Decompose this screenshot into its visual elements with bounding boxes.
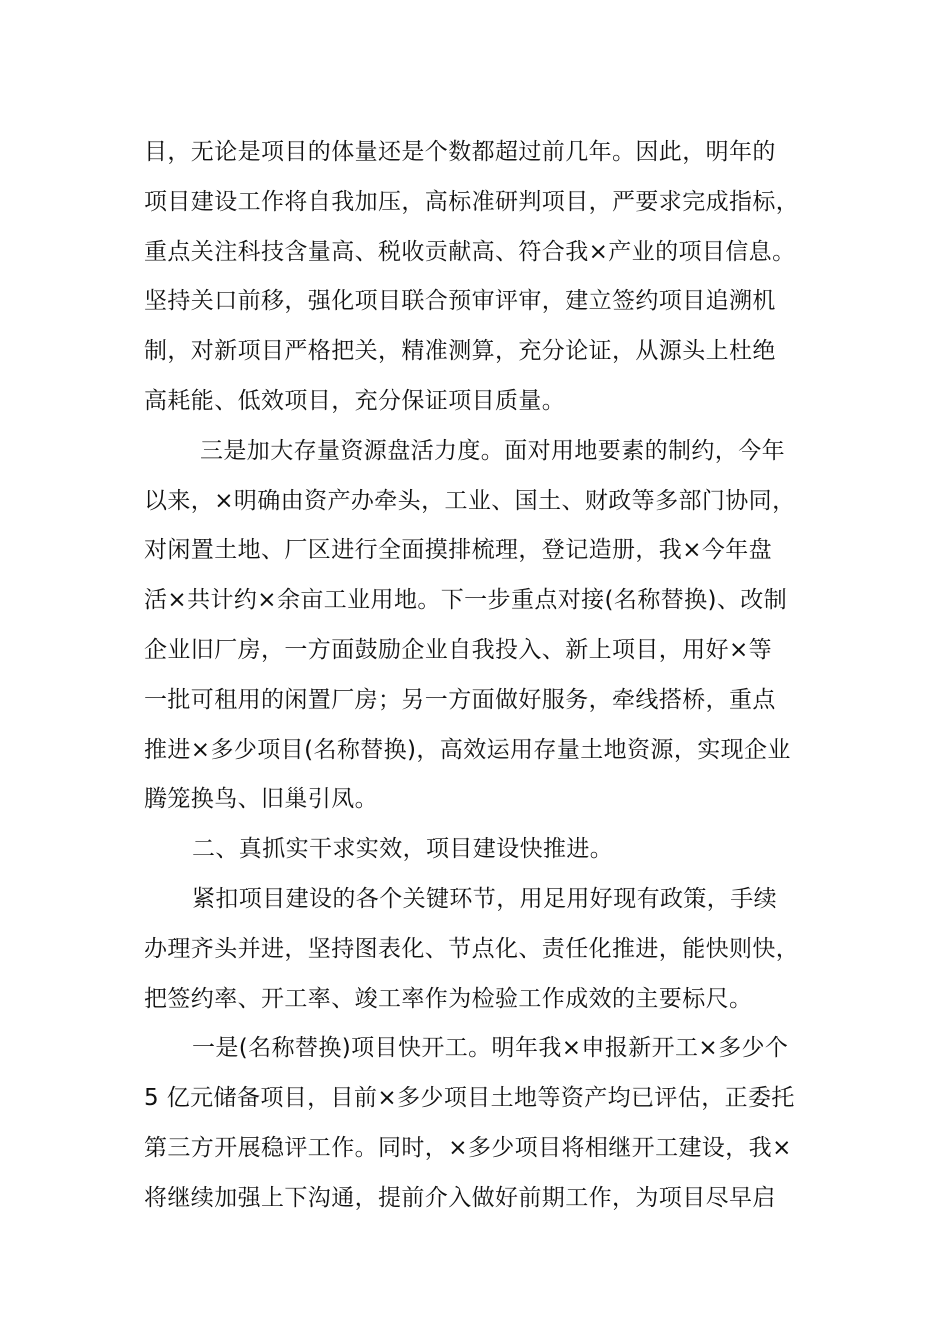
- paragraph-start-line: 紧扣项目建设的各个关键环节，用足用好现有政策，手续: [192, 885, 777, 912]
- text-line: 一批可租用的闲置厂房；另一方面做好服务，牵线搭桥，重点: [144, 686, 776, 713]
- text-line: 企业旧厂房，一方面鼓励企业自我投入、新上项目，用好×等: [144, 636, 773, 663]
- paragraph-start-line: 一是(名称替换)项目快开工。明年我×申报新开工×多少个: [192, 1035, 789, 1062]
- text-line: 坚持关口前移，强化项目联合预审评审，建立签约项目追溯机: [144, 288, 776, 315]
- text-line: 高耗能、低效项目，充分保证项目质量。: [144, 387, 566, 414]
- text-line: 对闲置土地、厂区进行全面摸排梳理，登记造册，我×今年盘: [144, 537, 773, 564]
- text-line: 将继续加强上下沟通，提前介入做好前期工作，为项目尽早启: [144, 1184, 776, 1211]
- text-line: 活×共计约×余亩工业用地。下一步重点对接(名称替换)、改制: [144, 587, 788, 614]
- text-line: 目，无论是项目的体量还是个数都超过前几年。因此，明年的: [144, 139, 776, 165]
- text-line: 腾笼换鸟、旧巢引凤。: [144, 786, 378, 813]
- section-heading: 二、真抓实干求实效，项目建设快推进。: [192, 836, 614, 863]
- text-line: 5 亿元储备项目，目前×多少项目土地等资产均已评估，正委托: [144, 1085, 795, 1112]
- text-line: 办理齐头并进，坚持图表化、节点化、责任化推进，能快则快，: [144, 935, 800, 962]
- paragraph-start-line: 三是加大存量资源盘活力度。面对用地要素的制约，今年: [200, 437, 785, 464]
- text-line: 第三方开展稳评工作。同时，×多少项目将相继开工建设，我×: [144, 1134, 792, 1161]
- text-line: 推进×多少项目(名称替换)，高效运用存量土地资源，实现企业: [144, 736, 791, 763]
- text-line: 以来，×明确由资产办牵头，工业、国土、财政等多部门协同，: [144, 487, 796, 514]
- text-line: 项目建设工作将自我加压，高标准研判项目，严要求完成指标，: [144, 188, 800, 215]
- text-line: 重点关注科技含量高、税收贡献高、符合我×产业的项目信息。: [144, 238, 796, 265]
- text-line: 制，对新项目严格把关，精准测算，充分论证，从源头上杜绝: [144, 338, 776, 365]
- document-body: [144, 128, 824, 1224]
- text-line: 把签约率、开工率、竣工率作为检验工作成效的主要标尺。: [144, 985, 753, 1012]
